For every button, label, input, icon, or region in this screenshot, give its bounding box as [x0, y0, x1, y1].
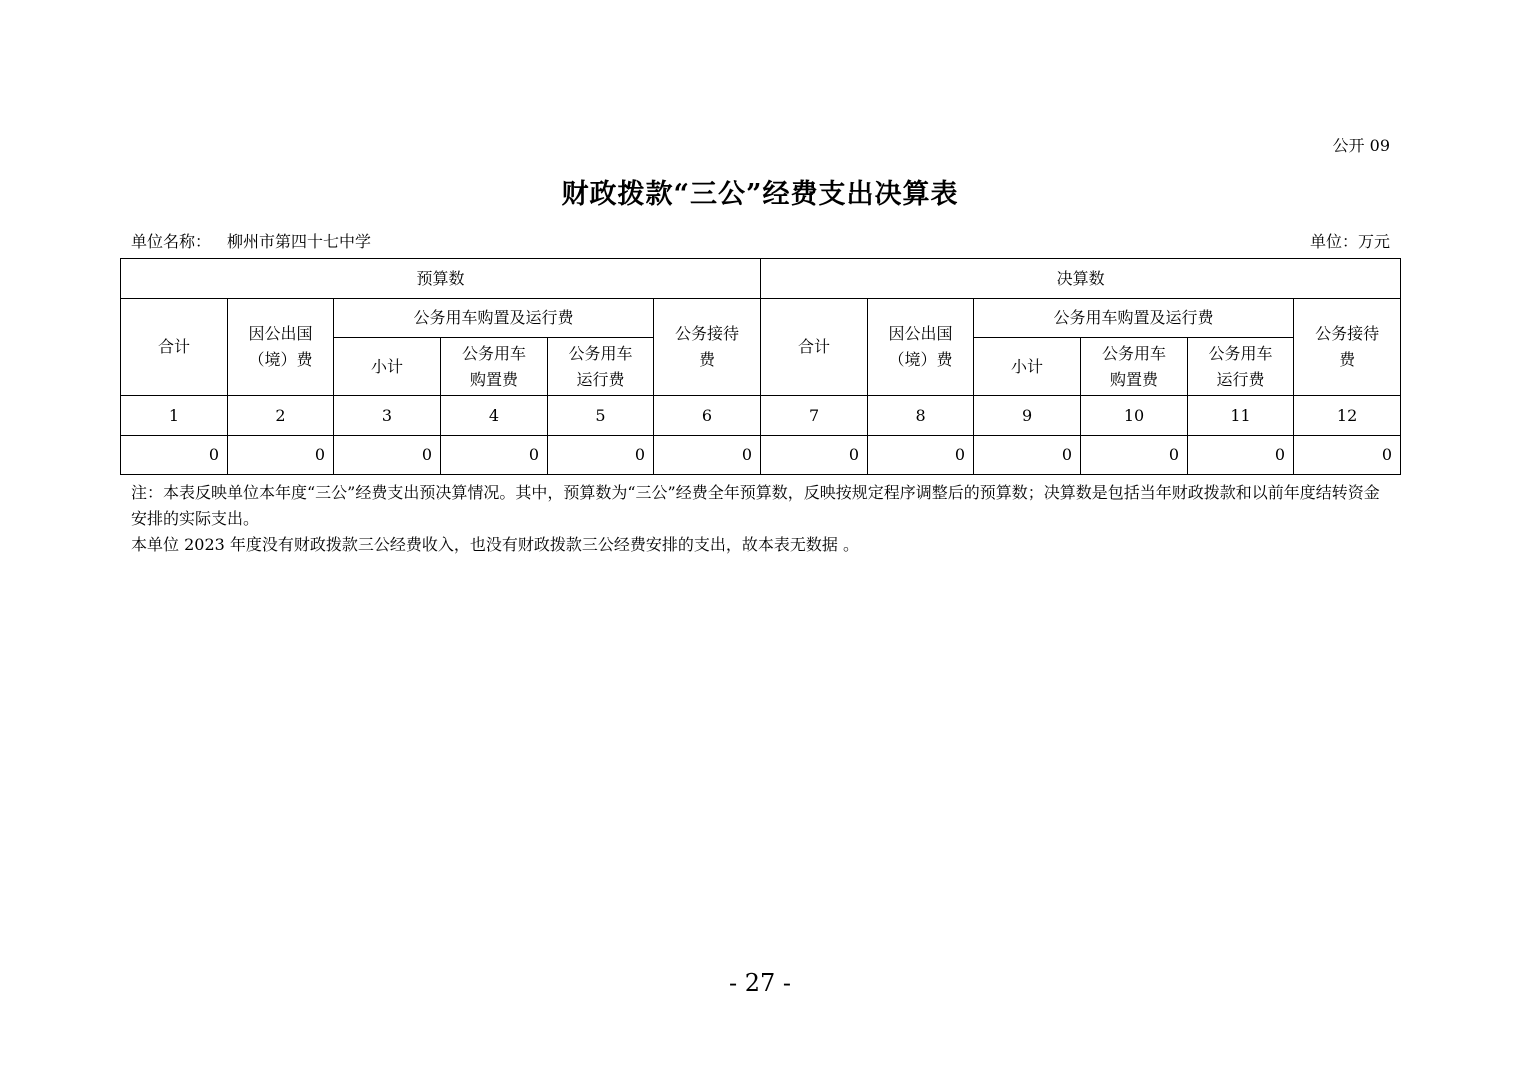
table-cell-value: 0 [334, 436, 441, 475]
header-final-total: 合计 [761, 299, 868, 396]
table-cell-value: 0 [654, 436, 761, 475]
header-budget-reception: 公务接待 费 [654, 299, 761, 396]
column-number-row [121, 396, 1401, 436]
table-cell-value: 0 [121, 436, 228, 475]
column-number: 5 [548, 396, 654, 436]
column-number: 8 [868, 396, 974, 436]
table-cell-value: 0 [974, 436, 1081, 475]
table-cell-value: 0 [761, 436, 868, 475]
column-number: 4 [441, 396, 548, 436]
column-number: 1 [121, 396, 228, 436]
header-budget-total: 合计 [121, 299, 228, 396]
column-number: 6 [654, 396, 761, 436]
header-final-abroad: 因公出国 （境）费 [868, 299, 974, 396]
value-row [121, 436, 1401, 475]
header-budget: 预算数 [121, 259, 761, 299]
header-final-subtotal: 小计 [974, 338, 1081, 396]
table-cell-value: 0 [1188, 436, 1294, 475]
note-explanation: 注：本表反映单位本年度“三公”经费支出预决算情况。其中，预算数为“三公”经费全年预算数，反映按规定程序调整后的预算数；决算数是包括当年财政拨款和以前年度结转资金安排的实际支出。 [131, 483, 1380, 528]
column-number: 2 [228, 396, 334, 436]
header-final-operation: 公务用车 运行费 [1188, 338, 1294, 396]
table-cell-value: 0 [228, 436, 334, 475]
column-number: 12 [1294, 396, 1401, 436]
header-budget-subtotal: 小计 [334, 338, 441, 396]
unit-name-label: 单位名称： [131, 232, 212, 251]
note-no-data: 本单位 2023 年度没有财政拨款三公经费收入，也没有财政拨款三公经费安排的支出，故本表无数据 。 [131, 535, 859, 554]
header-budget-purchase: 公务用车 购置费 [441, 338, 548, 396]
column-number: 7 [761, 396, 868, 436]
header-final-reception: 公务接待 费 [1294, 299, 1401, 396]
table-cell-value: 0 [548, 436, 654, 475]
header-final: 决算数 [761, 259, 1401, 299]
header-final-purchase: 公务用车 购置费 [1081, 338, 1188, 396]
unit-name-line [131, 229, 371, 252]
table-cell-value: 0 [1294, 436, 1401, 475]
header-final-vehicle: 公务用车购置及运行费 [974, 299, 1294, 338]
header-budget-vehicle: 公务用车购置及运行费 [334, 299, 654, 338]
column-number: 10 [1081, 396, 1188, 436]
header-row-groups [121, 259, 1401, 299]
table-cell-value: 0 [868, 436, 974, 475]
table-cell-value: 0 [1081, 436, 1188, 475]
header-budget-operation: 公务用车 运行费 [548, 338, 654, 396]
header-budget-abroad: 因公出国 （境）费 [228, 299, 334, 396]
column-number: 9 [974, 396, 1081, 436]
column-number: 3 [334, 396, 441, 436]
currency-unit: 单位：万元 [1309, 232, 1390, 251]
page-number: - 27 - [728, 969, 791, 997]
header-row-categories [121, 299, 1401, 338]
table-notes [131, 480, 1393, 558]
unit-name: 柳州市第四十七中学 [227, 232, 372, 251]
column-number: 11 [1188, 396, 1294, 436]
document-code: 公开 09 [1332, 136, 1390, 155]
table-cell-value: 0 [441, 436, 548, 475]
page-title: 财政拨款“三公”经费支出决算表 [561, 179, 959, 210]
three-public-expenses-table [120, 258, 1401, 475]
